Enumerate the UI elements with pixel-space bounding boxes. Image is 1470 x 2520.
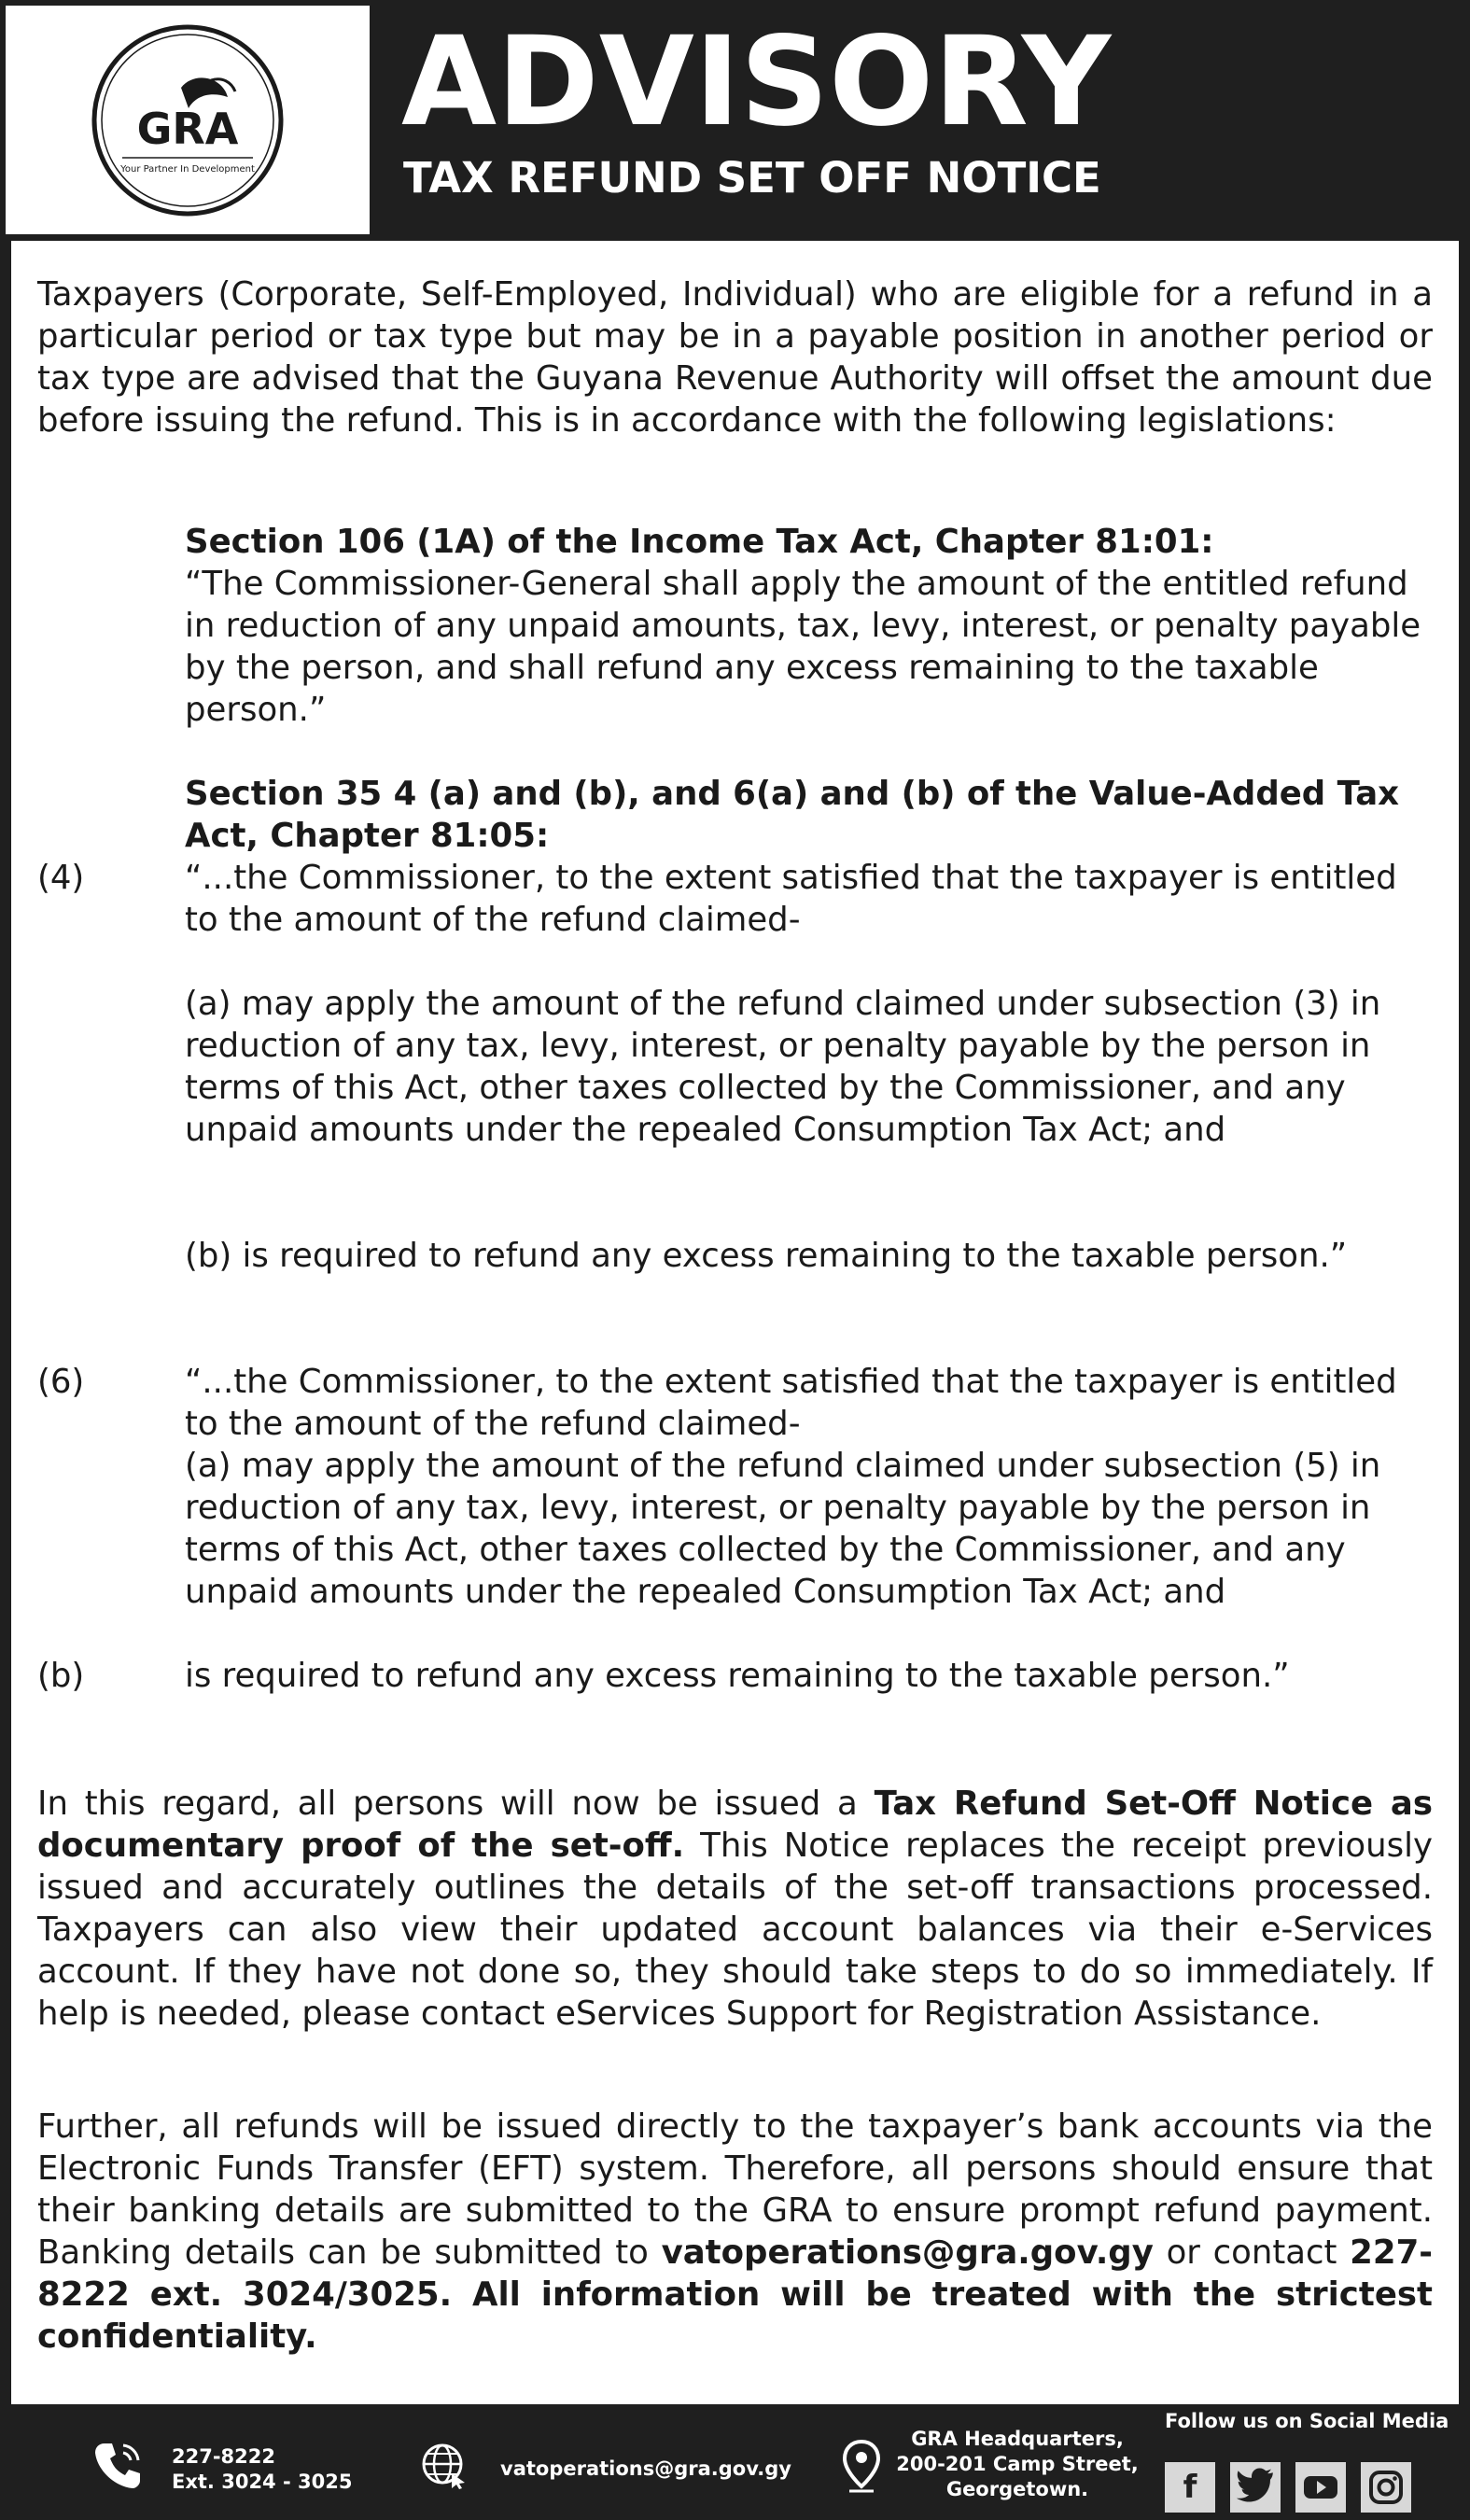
- location-pin-icon: [840, 2438, 883, 2494]
- section1-quote: “The Commissioner-General shall apply the amount of the entitled refund in reduction of any unpaid amounts, tax, levy, interest, or penalty payable by the person, and shall refund any excess remaining to the taxable person.”: [185, 565, 1421, 729]
- section2-heading: Section 35 4 (a) and (b), and 6(a) and (b) of the Value-Added Tax Act, Chapter 81:05:: [185, 775, 1400, 855]
- subsection-4-intro: “...the Commissioner, to the extent satisfied that the taxpayer is entitled to the amount of the refund claimed-: [185, 859, 1397, 939]
- logo-panel: [6, 6, 370, 234]
- subsection-4b: (b) is required to refund any excess remaining to the taxable person.”: [185, 1237, 1348, 1275]
- footer-email[interactable]: vatoperations@gra.gov.gy: [500, 2457, 791, 2480]
- subsection-6-marker: (6): [37, 1363, 85, 1401]
- phone-icon: [91, 2438, 146, 2492]
- page-subtitle: TAX REFUND SET OFF NOTICE: [403, 153, 1101, 203]
- social-media-label: Follow us on Social Media: [1165, 2410, 1449, 2432]
- intro-paragraph: Taxpayers (Corporate, Self-Employed, Individual) who are eligible for a refund in a particular period or tax type but may be in a payable position in another period or tax type are advised that the Guyana Revenue Authority will offset the amount due before issuing the refund. This is in accordance with the following legislations:: [37, 275, 1433, 440]
- subsection-6a: (a) may apply the amount of the refund claimed under subsection (5) in reduction of any tax, levy, interest, or penalty payable by the person in terms of this Act, other taxes collected by the Commissioner, and any unpaid amounts under the repealed Consumption Tax Act; and: [185, 1447, 1381, 1611]
- eft-paragraph: Further, all refunds will be issued directly to the taxpayer’s bank accounts via the Electronic Funds Transfer (EFT) system. Therefore, all persons should ensure that their banking details are submitted to the GRA to ensure prompt refund payment. Banking details can be submitted to vatoperations@gra.gov.gy or contact 227-8222 ext. 3024/3025. All information will be treated with the strictest confidentiality.: [37, 2107, 1434, 2356]
- globe-icon: [420, 2442, 469, 2490]
- subsection-b-marker: (b): [37, 1657, 85, 1695]
- youtube-icon[interactable]: [1295, 2462, 1346, 2513]
- subsection-4a: (a) may apply the amount of the refund claimed under subsection (3) in reduction of any tax, levy, interest, or penalty payable by the person in terms of this Act, other taxes collected by the Commissioner, and any unpaid amounts under the repealed Consumption Tax Act; and: [185, 985, 1381, 1149]
- contact-email-link[interactable]: vatoperations@gra.gov.gy: [661, 2233, 1154, 2272]
- logo-tagline: Your Partner In Development: [120, 164, 255, 175]
- instagram-icon[interactable]: [1361, 2462, 1411, 2513]
- header-banner: [0, 0, 1470, 238]
- gra-logo: [71, 22, 304, 218]
- footer-phone[interactable]: 227-8222 Ext. 3024 - 3025: [172, 2445, 353, 2493]
- subsection-6b: is required to refund any excess remaining to the taxable person.”: [185, 1657, 1290, 1695]
- twitter-icon[interactable]: [1230, 2462, 1281, 2513]
- page-title: ADVISORY: [401, 10, 1112, 154]
- footer-address: GRA Headquarters, 200-201 Camp Street, Georgetown.: [896, 2428, 1139, 2500]
- subsection-6-intro: “...the Commissioner, to the extent satisfied that the taxpayer is entitled to the amount of the refund claimed-: [185, 1363, 1397, 1443]
- footer-bar: [0, 2404, 1470, 2520]
- facebook-icon[interactable]: f: [1165, 2462, 1215, 2513]
- logo-lettering: GRA: [136, 104, 239, 154]
- advisory-body: [11, 241, 1459, 2404]
- set-off-notice-paragraph: In this regard, all persons will now be issued a Tax Refund Set-Off Notice as documentary proof of the set-off. This Notice replaces the receipt previously issued and accurately outlines the details of the set-off transactions processed. Taxpayers can also view their updated account balances via their e-Services account. If they have not done so, they should take steps to do so immediately. If help is needed, please contact eServices Support for Registration Assistance.: [37, 1785, 1433, 2033]
- section1-heading: Section 106 (1A) of the Income Tax Act, Chapter 81:01:: [185, 523, 1214, 561]
- subsection-4-marker: (4): [37, 859, 85, 897]
